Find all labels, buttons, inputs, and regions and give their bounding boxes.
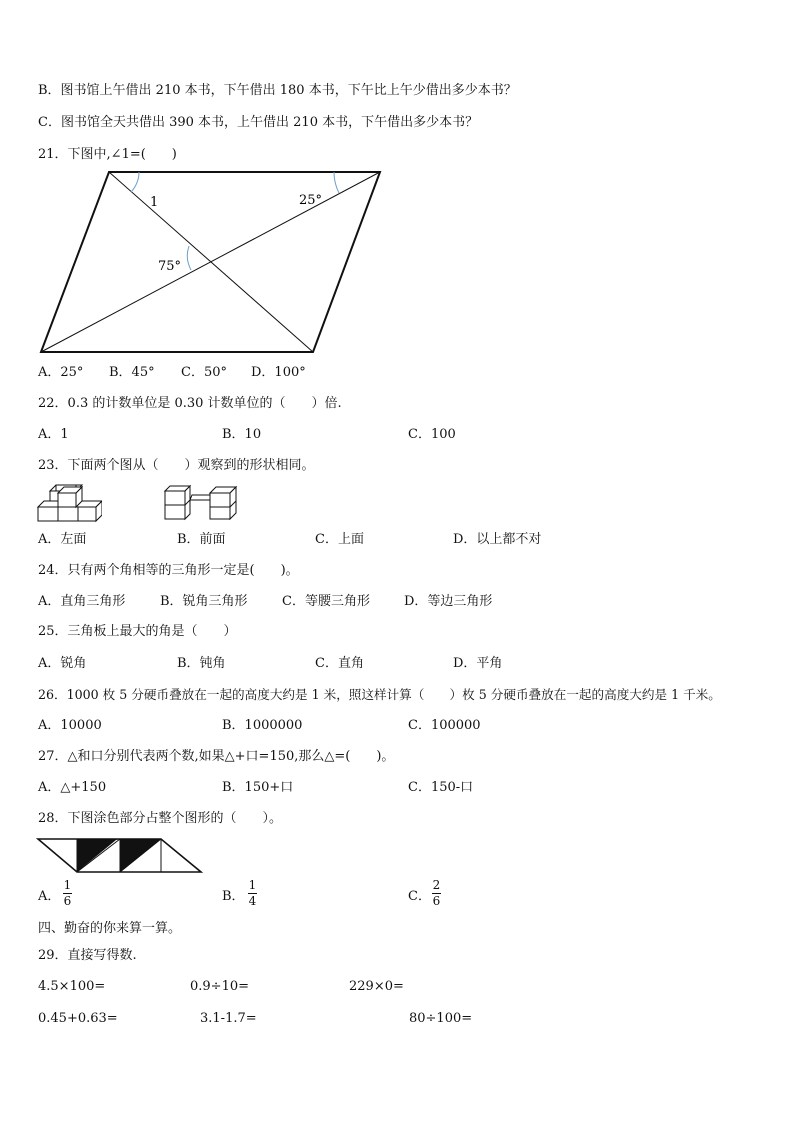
q23-cube-figure-right: [162, 481, 240, 523]
q22-stem: 22．0.3 的计数单位是 0.30 计数单位的（ ）倍.: [38, 396, 342, 411]
denominator: 4: [248, 894, 257, 908]
diagonal-2: [41, 172, 380, 352]
denominator: 6: [432, 894, 441, 908]
q28-option-b-label: B．: [222, 889, 245, 904]
q26-stem: 26．1000 枚 5 分硬币叠放在一起的高度大约是 1 米，照这样计算（ ）枚 5 分硬币叠放在一起的高度大约是 1 千米。: [38, 687, 721, 702]
q27-option-c: C．150-口: [408, 780, 474, 795]
q29-stem: 29．直接写得数.: [38, 948, 137, 963]
q23-option-d: D．以上都不对: [453, 532, 542, 547]
numerator: 1: [63, 878, 72, 892]
q23-stem: 23．下面两个图从（ ）观察到的形状相同。: [38, 458, 315, 473]
q21-option-b: B．45°: [109, 365, 155, 380]
q26-option-a: A．10000: [38, 718, 102, 733]
denominator: 6: [63, 894, 72, 908]
q25-option-d: D．平角: [453, 656, 503, 671]
q21-option-c: C．50°: [181, 365, 227, 380]
angle-arc-1: [131, 172, 139, 192]
angle-label-1: 1: [150, 195, 159, 210]
q28-option-b-fraction: [248, 879, 257, 908]
numerator: 1: [248, 878, 257, 892]
q28-option-a-label: A．: [38, 889, 61, 904]
q25-option-c: C．直角: [315, 656, 364, 671]
q21-option-d: D．100°: [251, 365, 306, 380]
calc-item: 3.1-1.7=: [200, 1011, 257, 1026]
q24-option-d: D．等边三角形: [404, 594, 493, 609]
q23-option-a: A．左面: [38, 532, 87, 547]
q24-stem: 24．只有两个角相等的三角形一定是( )。: [38, 563, 299, 578]
q28-option-c-fraction: [432, 879, 441, 908]
q25-option-b: B．钝角: [177, 656, 226, 671]
q25-stem: 25．三角板上最大的角是（ ）: [38, 624, 237, 639]
q22-option-b: B．10: [222, 427, 262, 442]
q20-option-b: B．图书馆上午借出 210 本书，下午借出 180 本书，下午比上午少借出多少本书？: [38, 83, 517, 98]
q24-option-c: C．等腰三角形: [282, 594, 370, 609]
calc-item: 80÷100=: [409, 1011, 473, 1026]
angle-label-75: 75°: [158, 259, 182, 274]
section-4-title: 四、勤奋的你来算一算。: [38, 921, 182, 936]
q21-stem: 21．下图中,∠1=( ): [38, 147, 177, 162]
q27-option-b: B．150+口: [222, 780, 294, 795]
q28-stem: 28．下图涂色部分占整个图形的（ ）。: [38, 811, 283, 826]
calc-item: 0.45+0.63=: [38, 1011, 118, 1026]
q22-option-a: A．1: [38, 427, 69, 442]
q23-option-b: B．前面: [177, 532, 226, 547]
q24-option-b: B．锐角三角形: [160, 594, 248, 609]
angle-arc-75: [187, 246, 191, 270]
q20-option-c: C．图书馆全天共借出 390 本书，上午借出 210 本书，下午借出多少本书？: [38, 115, 479, 130]
q21-parallelogram-figure: [36, 166, 388, 358]
q27-option-a: A．△+150: [38, 780, 107, 795]
q21-option-a: A．25°: [38, 365, 84, 380]
q24-option-a: A．直角三角形: [38, 594, 126, 609]
q25-option-a: A．锐角: [38, 656, 87, 671]
q23-cube-figure-left: [36, 481, 102, 523]
q28-option-c-label: C．: [408, 889, 431, 904]
calc-item: 229×0=: [349, 979, 404, 994]
numerator: 2: [432, 878, 441, 892]
q26-option-b: B．1000000: [222, 718, 303, 733]
q22-option-c: C．100: [408, 427, 456, 442]
calc-item: 0.9÷10=: [190, 979, 250, 994]
angle-label-25: 25°: [299, 193, 323, 208]
angle-arc-25: [334, 172, 339, 193]
q28-option-a-fraction: [63, 879, 72, 908]
q27-stem: 27．△和口分别代表两个数,如果△+口=150,那么△=( )。: [38, 749, 395, 764]
q26-option-c: C．100000: [408, 718, 481, 733]
calc-item: 4.5×100=: [38, 979, 106, 994]
q23-option-c: C．上面: [315, 532, 364, 547]
q28-shaded-figure: [36, 836, 204, 874]
